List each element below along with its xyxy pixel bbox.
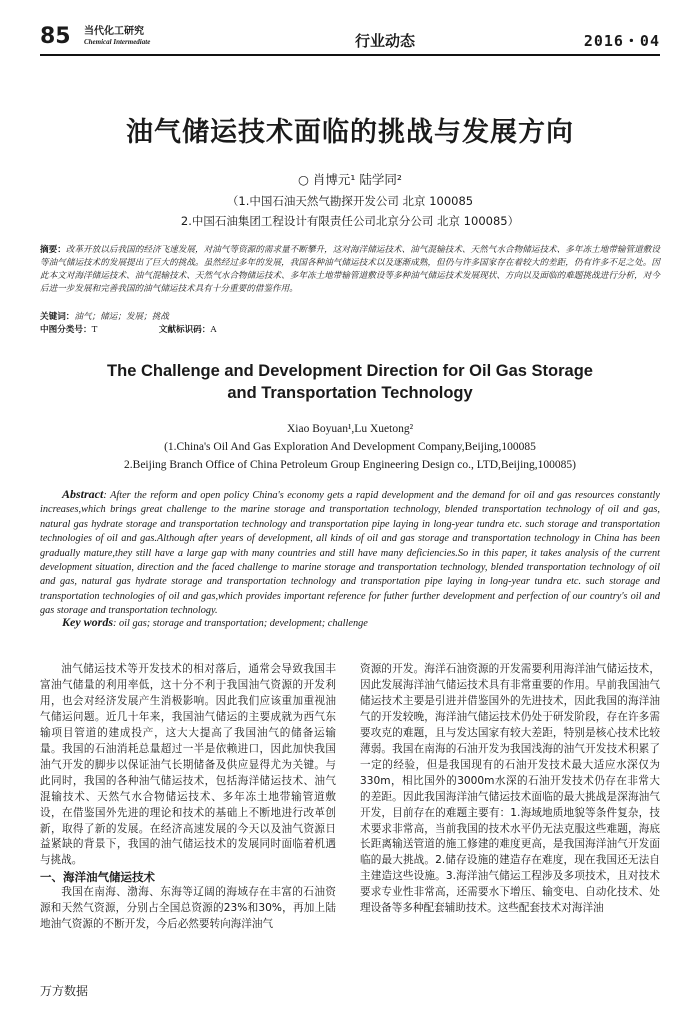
- classification-cn: [40, 324, 660, 337]
- article-title-cn: 油气储运技术面临的挑战与发展方向: [126, 117, 574, 148]
- keywords-en-label: Key words: [62, 615, 113, 629]
- page-number: 85: [40, 24, 71, 49]
- abstract-en-label: Abstract: [62, 487, 104, 501]
- footer-watermark: 万方数据: [40, 984, 89, 998]
- clc-value: T: [91, 325, 98, 335]
- abstract-en-text: : After the reform and open policy China's economy gets a rapid development and the demand for oil and gas resources constantly increases,which brings great challenge to the marine storage and transportation technology, blended transportation technology of oil and gas, natural gas hydrate storage and transportation technology and transportation pipe laying in long-year tundra etc. such storage and transportation technologies of oil and gas.Although after years of development, all kinds of oil and gas storage and transportation technology in China has been gradually mature,they still have a large gap with many countries and still have many deficiencies.So in this paper, it takes analysis of the current development situation, direction and the faced challenge to marine storage and transportation technology, blended transportation technology of oil and gas, natural gas hydrate storage and transportation technology and transportation pipe laying in long-year tundra etc. such storage and transportation technologies of oil and gas,which provides important reference for futher further development and perfection of our country's oil and gas storage and transportation technology.: [40, 490, 660, 617]
- body-column-left: [40, 662, 336, 933]
- issue-number: 2016・04: [583, 32, 660, 50]
- affiliation-en-2: 2.Beijing Branch Office of China Petroleum Group Engineering Design co., LTD,Beijing,100085): [124, 459, 576, 471]
- keywords-cn: [40, 311, 660, 324]
- keywords-en-text: : oil gas; storage and transportation; development; challenge: [113, 618, 368, 629]
- affiliation-en-1: (1.China's Oil And Gas Exploration And Development Company,Beijing,100085: [164, 441, 536, 453]
- body-paragraph-marine: 我国在南海、渤海、东海等辽阔的海域存在丰富的石油资源和天然气资源，分别占全国总资源的23%和30%，再加上陆地油气资源的不断开发，今后必然要转向海洋油气: [40, 886, 336, 931]
- clc-label: 中图分类号：: [40, 325, 92, 335]
- doc-code-value: A: [210, 325, 217, 335]
- article-title-en-line-1: The Challenge and Development Direction for Oil Gas Storage: [107, 362, 593, 380]
- body-paragraph-intro: 油气储运技术等开发技术的相对落后，通常会导致我国丰富油气储量的利用率低，这十分不利于我国油气资源的开发利用，也会对经济发展产生消极影响。因此我们应该重加重视油气储运问题。近几十年来，我国油气储运的主要成就为西气东输项目管道的建成投产，这大大提高了我国油气的储备运输量。我国的石油消耗总量超过一半是依赖进口，因此加快我国油气开发的脚步以保证油气长期储备及供应显得尤为关键。与此同时，我国的各种油气储运技术，包括海洋储运技术、油气混输技术、天然气水合物储运技术、多年冻土地带输管道敷设，在借鉴国外先进的理论和技术的基础上不断地进行改革创新，取得了新的发展。在经济高速发展的今天以及油气资源日益紧缺的背景下，我国的油气储运技术的发展同时面临着机遇与挑战。: [40, 663, 336, 867]
- body-column-right: [360, 662, 660, 917]
- abstract-cn-text: 改革开放以后我国的经济飞速发展，对油气等资源的需求量不断攀升，这对海洋储运技术、油气混输技术、天然气水合物储运技术、多年冻土地带输管道敷设等油气储运技术的发展提出了巨大的挑战。虽然经过多年的发展，我国各种油气储运技术以及逐渐成熟，但仍与许多国家存在着较大的差距，仍有许多不足之处。因此本文对海洋储运技术、油气混输技术、天然气水合物储运技术、多年冻土地带输管道敷设等多种油气储运技术发展现状、方向以及面临的难题挑战进行分析，对今后进一步发展和完善我国的油气储运技术具有十分重要的借鉴作用。: [40, 245, 660, 294]
- keywords-cn-label: 关键词：: [40, 312, 75, 322]
- header-rule: [40, 54, 660, 56]
- keywords-en: [62, 615, 660, 631]
- article-title-en-line-2: and Transportation Technology: [227, 384, 473, 402]
- doc-code-label: 文献标识码：: [158, 325, 211, 335]
- running-header: [40, 22, 660, 56]
- abstract-cn: [40, 244, 660, 296]
- abstract-en: [40, 487, 660, 619]
- body-paragraph-marine-cont: 资源的开发。海洋石油资源的开发需要利用海洋油气储运技术，因此发展海洋油气储运技术具有非常重要的作用。早前我国油气储运技术主要是引进并借鉴国外的先进技术，因此我国的海洋油气的开发较晚，海洋油气储运技术仍处于研发阶段，存在许多需要攻克的难题，且与发达国家有较大差距，特别是核心技术比较薄弱。我国在南海的石油开发为我国浅海的油气开发技术积累了一定的经验，但是我国现有的石油开发技术最大适应水深仅为330m，相比国外的3000m水深的石油开发技术仍存在非常大的差距。因此我国海洋油气储运技术面临的最大挑战是深海油气开发，目前存在的难题主要有：1.海域地质地貌等条件复杂，技术要求非常高，当前我国的技术水平仍无法克服这些难题，海底长距离输送管道的施工修建的难度更高，是我国海洋油气开发面临的最大挑战。2.储存设施的建造存在难度，现在我国还无法自主建造这些设施。3.海洋油气储运工程涉及多项技术，且对技术要求专业性非常高，还需要水下增压、输变电、自动化技术、处理设备等多种配套辅助技术。这些配套技术对海洋油: [360, 663, 660, 915]
- section-heading-1: 一、海洋油气储运技术: [40, 870, 155, 885]
- article-title-en: [60, 360, 640, 404]
- affiliation-cn-2: 2.中国石油集团工程设计有限责任公司北京分公司 北京 100085）: [180, 214, 520, 228]
- journal-name-cn: 当代化工研究: [84, 26, 144, 37]
- journal-name: [84, 26, 194, 47]
- authors-en: Xiao Boyuan¹,Lu Xuetong²: [286, 423, 414, 435]
- abstract-cn-label: 摘要：: [40, 245, 66, 255]
- affiliation-cn-1: （1.中国石油天然气勘探开发公司 北京 100085: [226, 194, 474, 208]
- journal-name-en: Chemical Intermediate: [84, 38, 151, 46]
- authors-cn: ○ 肖博元¹ 陆学同²: [298, 172, 402, 187]
- section-name: 行业动态: [354, 32, 415, 50]
- keywords-cn-text: 油气；储运；发展；挑战: [74, 312, 169, 322]
